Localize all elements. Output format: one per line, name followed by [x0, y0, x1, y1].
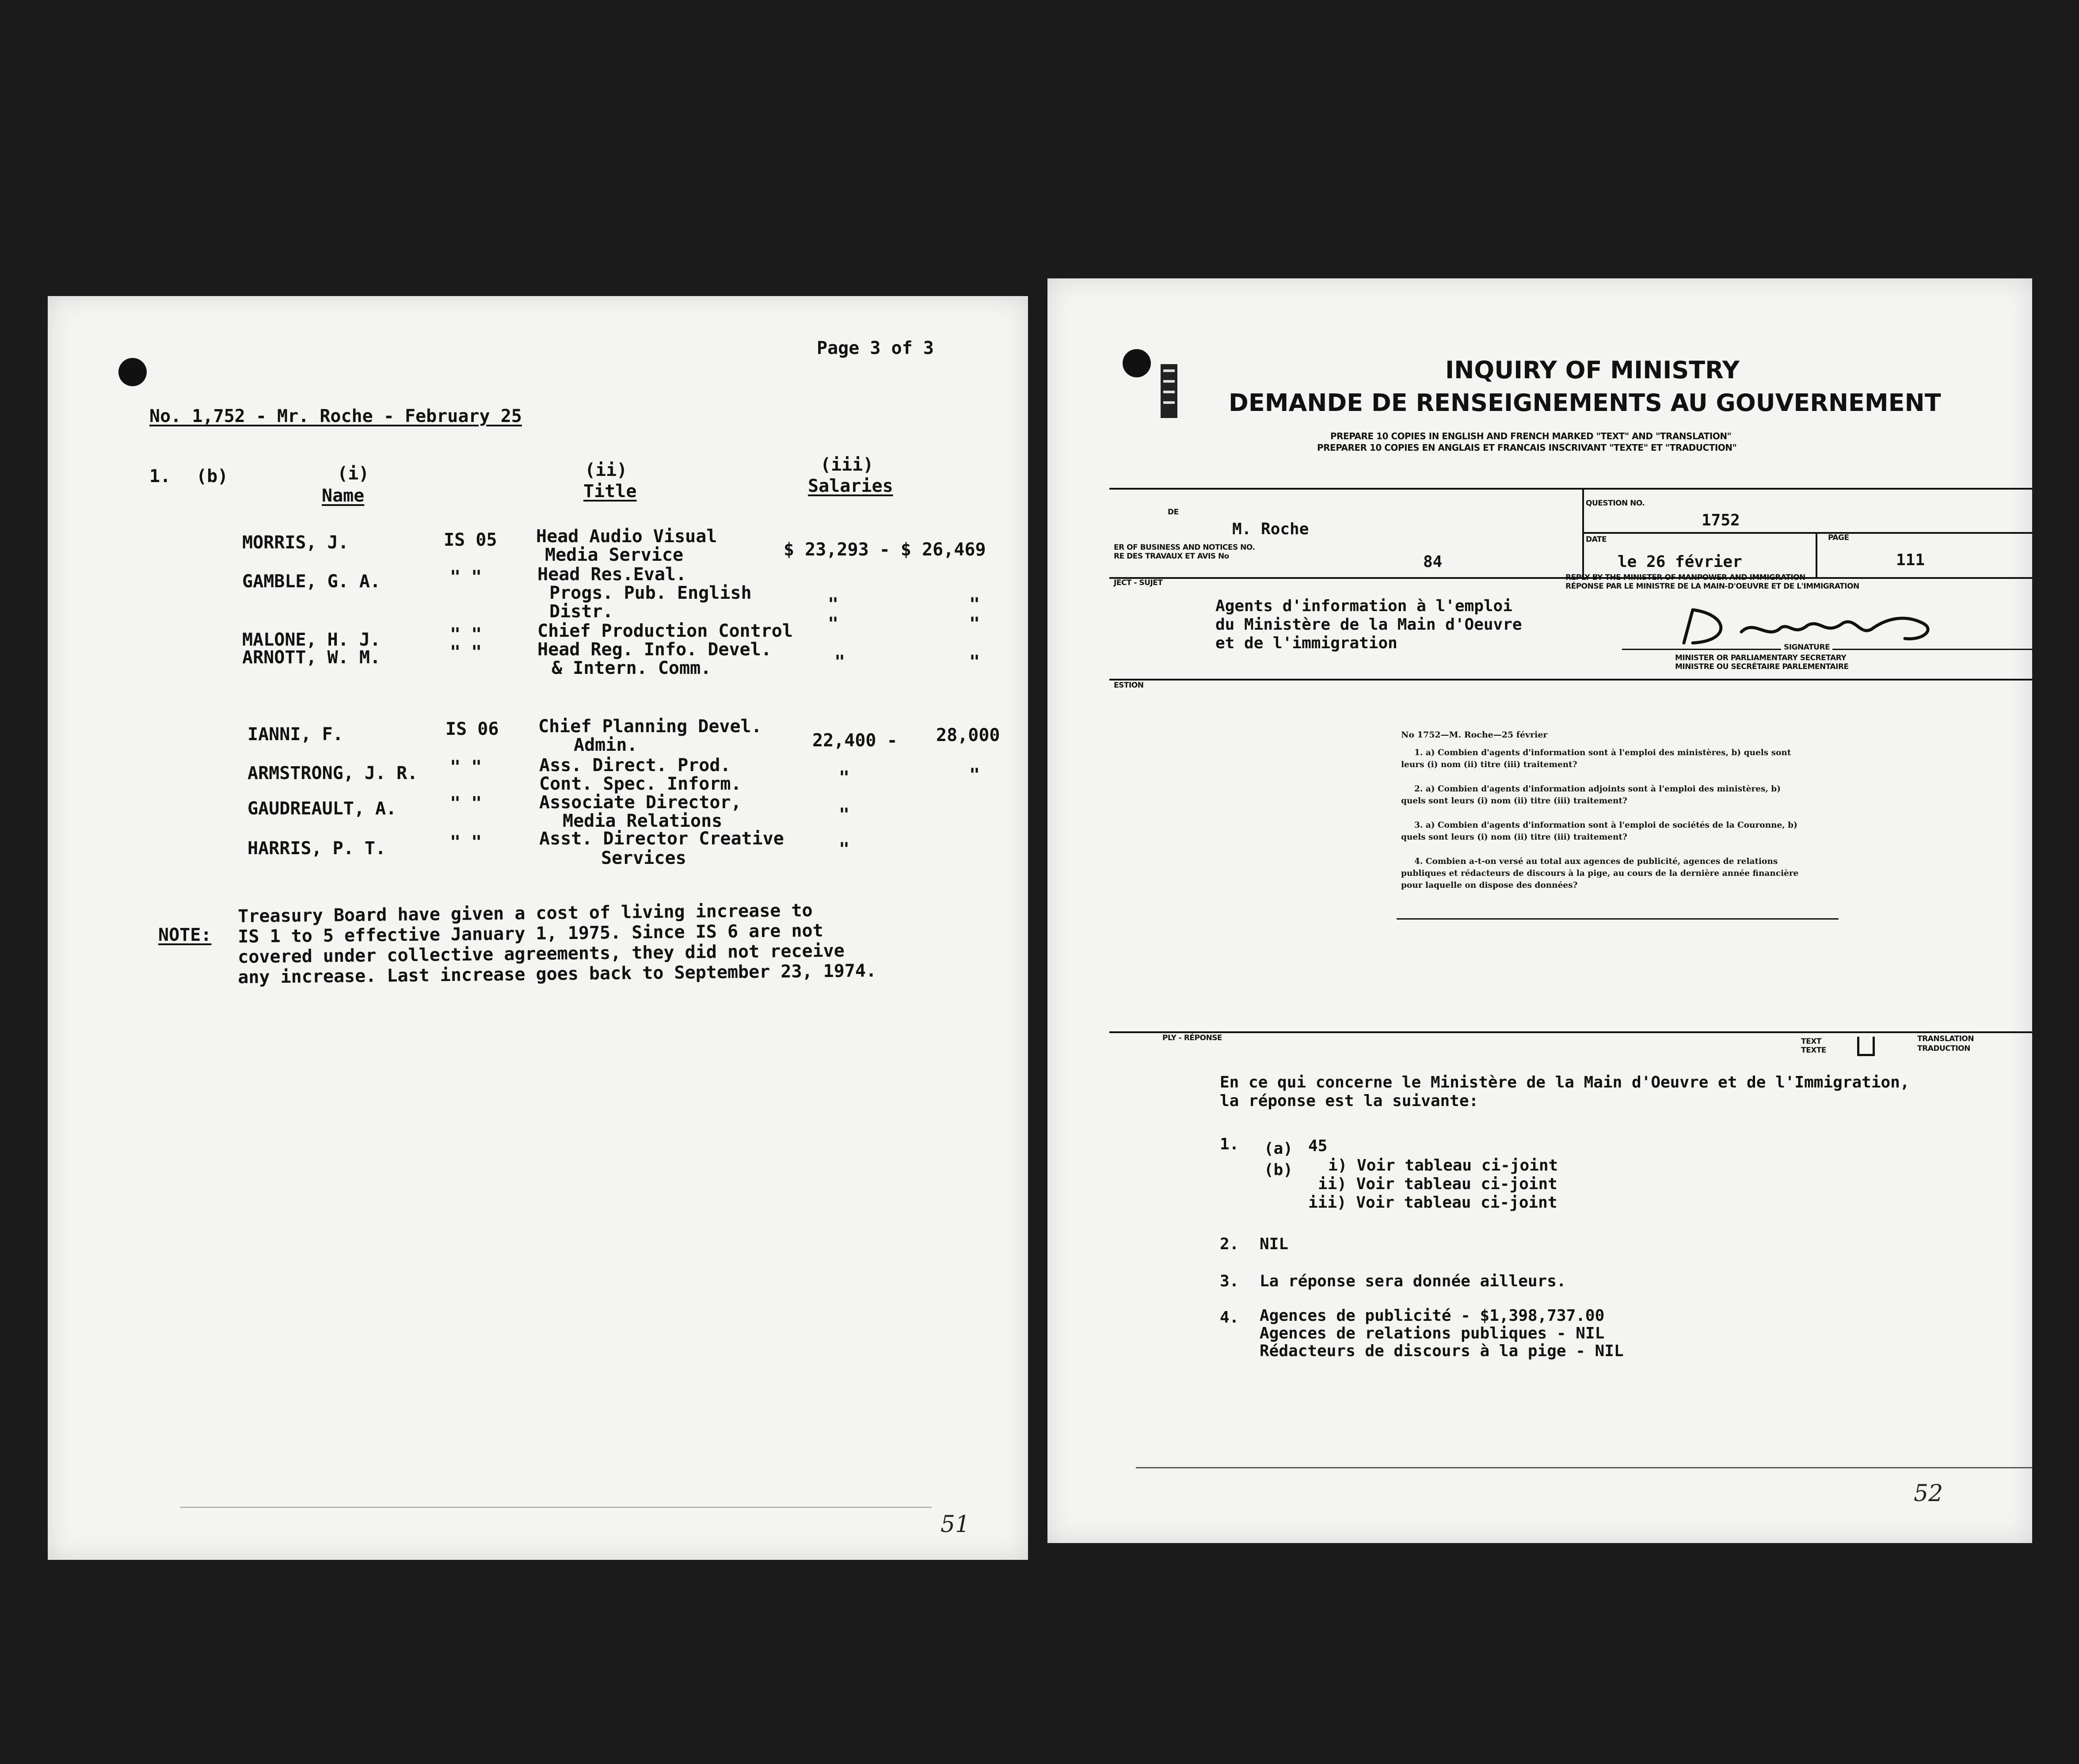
- row-salary-start: ": [828, 614, 839, 634]
- column-iii-numeral: (iii): [820, 455, 874, 475]
- row-level: " ": [450, 567, 482, 587]
- row-name: MORRIS, J.: [242, 532, 349, 553]
- form-divider: [1582, 488, 1584, 577]
- subject-label: JECT - SUJET: [1114, 578, 1163, 587]
- bottom-rule: [1136, 1467, 2032, 1468]
- instruction-french: PREPARER 10 COPIES EN ANGLAIS ET FRANCAIS INSCRIVANT "TEXTE" ET "TRADUCTION": [1317, 442, 1737, 453]
- row-title-line: Associate Director,: [539, 792, 742, 813]
- row-salary-end: ": [969, 614, 980, 634]
- row-name: GAMBLE, G. A.: [242, 571, 381, 592]
- form-rule: [1109, 488, 2032, 490]
- section-part: (b): [196, 466, 228, 487]
- answer-4-line: Agences de relations publiques - NIL: [1260, 1324, 1605, 1342]
- translation-checkbox-label: TRANSLATION: [1917, 1034, 1974, 1043]
- left-document-page: [48, 296, 1028, 1560]
- subject-line: du Ministère de la Main d'Oeuvre: [1215, 616, 1522, 634]
- row-title-line: Head Reg. Info. Devel.: [537, 639, 772, 660]
- column-salaries-header: Salaries: [808, 476, 893, 496]
- question-no-label: QUESTION NO.: [1586, 499, 1645, 508]
- question-item: 4. Combien a-t-on versé au total aux agences de publicité, agences de relations publiques et rédacteurs de discours à la pige, au cours de la dernière année financière pour laquelle on dispose des données?: [1401, 857, 1799, 890]
- row-title-line: Admin.: [574, 735, 638, 755]
- answer-4-line: Agences de publicité - $1,398,737.00: [1260, 1307, 1605, 1325]
- row-title-line: Ass. Direct. Prod.: [539, 755, 731, 776]
- answer-number: 2.: [1220, 1235, 1239, 1253]
- order-label-fr: RE DES TRAVAUX ET AVIS No: [1114, 552, 1229, 561]
- question-section-label: ESTION: [1114, 681, 1144, 690]
- row-title-line: Head Audio Visual: [536, 526, 717, 547]
- row-salary-start: ": [839, 768, 850, 788]
- row-salary-start: ": [839, 839, 850, 859]
- order-label-en: ER OF BUSINESS AND NOTICES NO.: [1114, 543, 1255, 552]
- row-salary-start: ": [839, 805, 850, 825]
- answer-b-line: iii) Voir tableau ci-joint: [1308, 1194, 1557, 1212]
- from-label: DE: [1168, 508, 1179, 517]
- question-heading: No 1752—M. Roche—25 février: [1401, 730, 1548, 740]
- row-title-line: Asst. Director Creative: [539, 829, 784, 849]
- page-value: 111: [1896, 551, 1925, 569]
- row-name: HARRIS, P. T.: [248, 838, 386, 859]
- row-title-line: Media Relations: [563, 811, 723, 831]
- row-name: IANNI, F.: [248, 724, 343, 745]
- note-line: IS 1 to 5 effective January 1, 1975. Since IS 6 are not: [237, 920, 823, 947]
- answer-a-label: (a): [1264, 1140, 1293, 1158]
- right-document-page: [1047, 278, 2032, 1543]
- row-level: IS 06: [446, 719, 499, 739]
- row-title-line: Progs. Pub. English: [549, 583, 752, 603]
- note-label: NOTE:: [158, 925, 212, 945]
- row-salary-end: ": [969, 765, 980, 785]
- translation-checkbox-label: TRADUCTION: [1917, 1044, 1970, 1053]
- row-salary-end: ": [969, 652, 980, 672]
- signature-sub-fr: MINISTRE OU SECRÉTAIRE PARLEMENTAIRE: [1675, 662, 1849, 671]
- row-title-line: Services: [601, 848, 686, 868]
- answer-number: 1.: [1220, 1135, 1239, 1153]
- note-line: Treasury Board have given a cost of living increase to: [237, 900, 813, 927]
- signature-label: SIGNATURE: [1781, 643, 1832, 652]
- answer-a-value: 45: [1308, 1137, 1328, 1155]
- question-item: 3. a) Combien d'agents d'information sont à l'emploi de sociétés de la Couronne, b) quels sont leurs (i) nom (ii) titre (iii) traitement?: [1401, 821, 1797, 842]
- answer-4-line: Rédacteurs de discours à la pige - NIL: [1260, 1342, 1624, 1360]
- note-line: any increase. Last increase goes back to September 23, 1974.: [237, 960, 877, 988]
- bottom-rule: [180, 1507, 932, 1508]
- reply-intro-line: la réponse est la suivante:: [1220, 1092, 1479, 1110]
- row-salary-end: 28,000: [936, 725, 1000, 745]
- row-name: MALONE, H. J.: [242, 630, 381, 650]
- row-name: GAUDREAULT, A.: [248, 798, 397, 819]
- row-salary-start: 22,400 -: [812, 730, 898, 751]
- punch-hole: [1123, 349, 1151, 377]
- text-checkbox[interactable]: [1857, 1037, 1875, 1056]
- text-checkbox-label: TEXTE: [1801, 1046, 1827, 1055]
- column-name-header: Name: [322, 486, 365, 506]
- question-clipping: [1383, 729, 1808, 977]
- row-level: " ": [450, 757, 482, 777]
- question-item: 2. a) Combien d'agents d'information adjoints sont à l'emploi des ministères, b) quels sont leurs (i) nom (ii) titre (iii) traitement?: [1401, 784, 1781, 806]
- section-number: 1.: [149, 466, 171, 487]
- from-value: M. Roche: [1232, 520, 1309, 538]
- row-title-line: Cont. Spec. Inform.: [539, 774, 742, 794]
- answer-2-value: NIL: [1260, 1235, 1289, 1253]
- reply-intro-line: En ce qui concerne le Ministère de la Main d'Oeuvre et de l'Immigration,: [1220, 1073, 1910, 1091]
- answer-number: 4.: [1220, 1308, 1239, 1327]
- page-number: 51: [940, 1511, 970, 1538]
- instruction-english: PREPARE 10 COPIES IN ENGLISH AND FRENCH MARKED "TEXT" AND "TRANSLATION": [1330, 431, 1732, 441]
- form-rule: [1582, 532, 2032, 534]
- order-value: 84: [1423, 553, 1443, 571]
- row-title-line: & Intern. Comm.: [552, 658, 712, 678]
- form-divider: [1816, 532, 1817, 577]
- row-title-line: Media Service: [545, 545, 684, 565]
- form-title-english: INQUIRY OF MINISTRY: [1445, 356, 1740, 384]
- subject-line: Agents d'information à l'emploi: [1215, 597, 1512, 615]
- row-salary-end: ": [969, 594, 980, 615]
- answer-b-line: i) Voir tableau ci-joint: [1328, 1156, 1558, 1175]
- page-number: 52: [1914, 1480, 1943, 1507]
- row-title-line: Chief Planning Devel.: [538, 716, 762, 737]
- handwritten-signature: [1675, 601, 1962, 650]
- document-header: No. 1,752 - Mr. Roche - February 25: [149, 406, 522, 426]
- row-salary: $ 23,293 - $ 26,469: [784, 540, 986, 560]
- date-label: DATE: [1586, 535, 1607, 544]
- answer-number: 3.: [1220, 1272, 1239, 1290]
- question-item: 1. a) Combien d'agents d'information sont à l'emploi des ministères, b) quels sont leurs (i) nom (ii) titre (iii) traitement?: [1401, 748, 1791, 769]
- signature-sub-en: MINISTER OR PARLIAMENTARY SECRETARY: [1675, 654, 1847, 662]
- column-i-numeral: (i): [337, 464, 369, 484]
- row-name: ARMSTRONG, J. R.: [248, 763, 418, 783]
- question-no-value: 1752: [1702, 511, 1740, 529]
- row-name: ARNOTT, W. M.: [242, 647, 381, 668]
- row-title-line: Head Res.Eval.: [537, 564, 687, 585]
- row-level: " ": [450, 832, 482, 852]
- answer-3-value: La réponse sera donnée ailleurs.: [1260, 1272, 1566, 1290]
- reply-section-label: PLY - RÉPONSE: [1162, 1034, 1222, 1042]
- row-salary-start: ": [828, 594, 839, 615]
- answer-b-label: (b): [1264, 1161, 1293, 1179]
- column-ii-numeral: (ii): [585, 460, 628, 480]
- column-title-header: Title: [583, 481, 637, 502]
- row-level: " ": [450, 642, 482, 662]
- note-line: covered under collective agreements, they did not receive: [237, 940, 845, 967]
- form-rule: [1109, 679, 2032, 681]
- row-title-line: Chief Production Control: [537, 621, 793, 641]
- subject-line: et de l'immigration: [1215, 634, 1397, 652]
- row-level: IS 05: [444, 530, 497, 550]
- row-salary-start: ": [834, 652, 845, 672]
- text-checkbox-label: TEXT: [1801, 1037, 1821, 1046]
- page-label: Page 3 of 3: [817, 338, 934, 358]
- form-title-french: DEMANDE DE RENSEIGNEMENTS AU GOUVERNEMENT: [1229, 389, 1941, 417]
- row-level: " ": [450, 793, 482, 814]
- punch-hole: [118, 358, 147, 386]
- reply-by-en: REPLY BY THE MINISTER OF MANPOWER AND IMMIGRATION: [1565, 573, 1805, 582]
- form-rule: [1109, 1031, 2032, 1033]
- date-value: le 26 février: [1618, 553, 1742, 571]
- answer-b-line: ii) Voir tableau ci-joint: [1318, 1175, 1557, 1193]
- row-title-line: Distr.: [549, 601, 613, 622]
- reply-by-fr: RÉPONSE PAR LE MINISTRE DE LA MAIN-D'OEUVRE ET DE L'IMMIGRATION: [1565, 582, 1859, 591]
- page-label: PAGE: [1828, 533, 1849, 542]
- clipping-rule: [1397, 918, 1839, 920]
- row-level: " ": [450, 624, 482, 645]
- crest-emblem: [1158, 362, 1180, 420]
